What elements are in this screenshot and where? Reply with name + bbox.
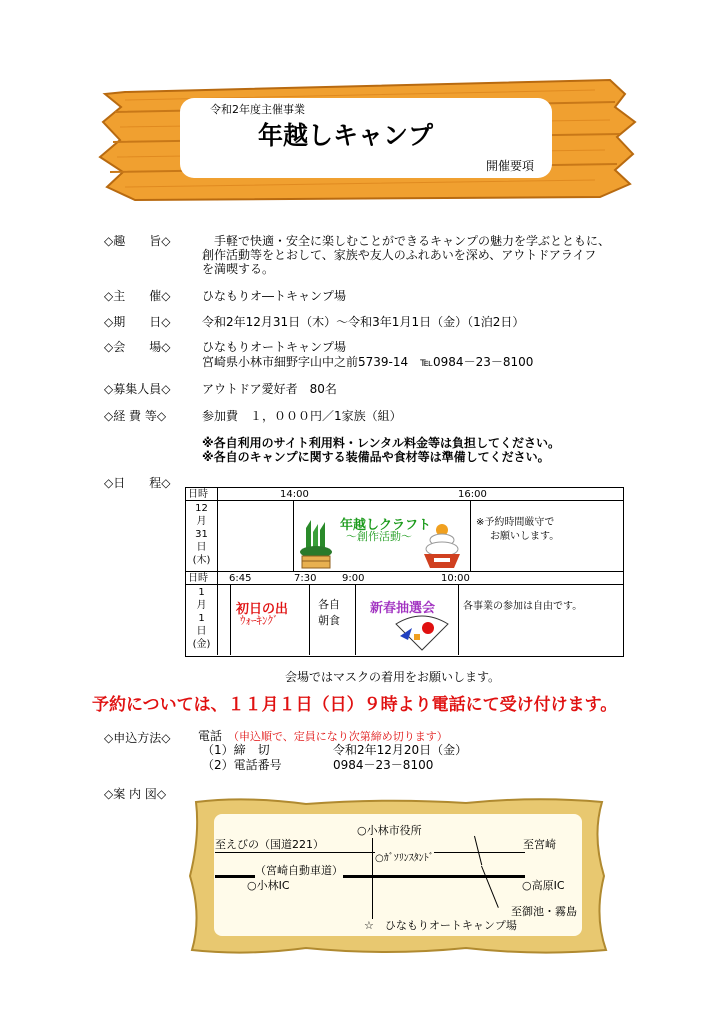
day1-date: 12 月 31 日 (木) <box>192 503 211 566</box>
note-2: ※各自のキャンプに関する装備品や食材等は準備してください。 <box>202 450 550 464</box>
host-label: ◇主 催◇ <box>104 289 171 303</box>
venue-address: 宮崎県小林市細野字山中之前5739-14 ℡0984－23－8100 <box>202 355 534 369</box>
map-mikke: 至御池・霧島 <box>511 905 577 918</box>
free-participation-note: 各事業の参加は自由です。 <box>463 601 583 612</box>
fee-value: 参加費 １，０００円／1家族（組） <box>202 409 402 423</box>
page-title: 年越しキャンプ <box>258 121 434 150</box>
day1-time-1400: 14:00 <box>280 489 309 500</box>
day2-header-label: 日時 <box>188 573 208 584</box>
schedule-label: ◇日 程◇ <box>104 476 171 490</box>
phone-label: （2）電話番号 <box>202 758 282 772</box>
deadline-label: （1）締 切 <box>202 743 270 757</box>
kadomatsu-icon <box>298 518 338 570</box>
purpose-label: ◇趣 旨◇ <box>104 234 171 248</box>
day1-time-1600: 16:00 <box>458 489 487 500</box>
application-label: ◇申込方法◇ <box>104 731 171 745</box>
day1-header-label: 日時 <box>188 489 208 500</box>
breakfast-line1: 各自 <box>318 598 340 611</box>
day2-time-0730: 7:30 <box>294 573 317 584</box>
sunrise-walk-title: 初日の出 <box>236 602 289 617</box>
capacity-label: ◇募集人員◇ <box>104 382 171 396</box>
capacity-value: アウトドア愛好者 80名 <box>202 382 337 396</box>
lottery-title: 新春抽選会 <box>370 601 436 616</box>
mask-note: 会場ではマスクの着用をお願いします。 <box>285 670 501 684</box>
purpose-line-3: を満喫する。 <box>202 262 275 276</box>
period-value: 令和2年12月31日（木）～令和3年1月1日（金）（1泊2日） <box>202 315 525 329</box>
map-expressway: （宮崎自動車道） <box>255 864 343 877</box>
purpose-line-2: 創作活動等をとおして、家族や友人のふれあいを深め、アウトドアライフ <box>202 248 597 262</box>
map-takaharu-ic: ○高原IC <box>522 879 565 892</box>
map-ebino: 至えびの（国道221） <box>215 838 324 851</box>
sunrise-walk-sub: ｳｫｰｷﾝｸﾞ <box>240 614 279 627</box>
application-method: 電話 <box>198 729 223 743</box>
org-line: 令和2年度主催事業 <box>210 103 305 116</box>
breakfast-line2: 朝食 <box>318 614 340 627</box>
page-subtitle: 開催要項 <box>486 159 535 173</box>
phone-value: 0984－23－8100 <box>333 758 434 772</box>
day2-time-1000: 10:00 <box>441 573 470 584</box>
note-1: ※各自利用のサイト利用料・レンタル料金等は負担してください。 <box>202 436 561 450</box>
map-city-hall: ○小林市役所 <box>357 824 422 837</box>
map-label: ◇案 内 図◇ <box>104 787 167 801</box>
host-value: ひなもりオ―トキャンプ場 <box>202 289 347 303</box>
day2-time-0900: 9:00 <box>342 573 365 584</box>
map-gas-station: ○ｶﾞｿﾘﾝｽﾀﾝﾄﾞ <box>375 853 434 864</box>
fee-label: ◇経 費 等◇ <box>104 409 167 423</box>
application-method-note: （申込順で、定員になり次第締め切ります） <box>228 730 448 743</box>
day1-note-line1: ※予約時間厳守で <box>476 517 555 528</box>
kagamimochi-icon <box>420 522 464 570</box>
deadline-value: 令和2年12月20日（金） <box>333 743 468 757</box>
reservation-notice: 予約については、１１月１日（日）９時より電話にて受け付けます。 <box>92 695 618 715</box>
day1-note-line2: お願いします。 <box>490 531 560 542</box>
craft-event-title: 年越しクラフト <box>340 518 432 533</box>
day2-date: 1 月 1 日 (金) <box>192 587 211 650</box>
period-label: ◇期 日◇ <box>104 315 171 329</box>
map-kobayashi-ic: ○小林IC <box>247 879 290 892</box>
road-city-hall <box>372 836 373 924</box>
day2-time-0645: 6:45 <box>229 573 252 584</box>
venue-label: ◇会 場◇ <box>104 340 171 354</box>
map-miyazaki: 至宮崎 <box>523 838 556 851</box>
purpose-line-1: 手軽で快適・安全に楽しむことができるキャンプの魅力を学ぶとともに、 <box>202 234 611 248</box>
map-camp-site: ☆ ひなもりオートキャンプ場 <box>364 919 517 932</box>
venue-name: ひなもりオートキャンプ場 <box>202 340 347 354</box>
lottery-fan-icon <box>392 614 452 652</box>
craft-event-sub: ～創作活動～ <box>346 530 412 543</box>
